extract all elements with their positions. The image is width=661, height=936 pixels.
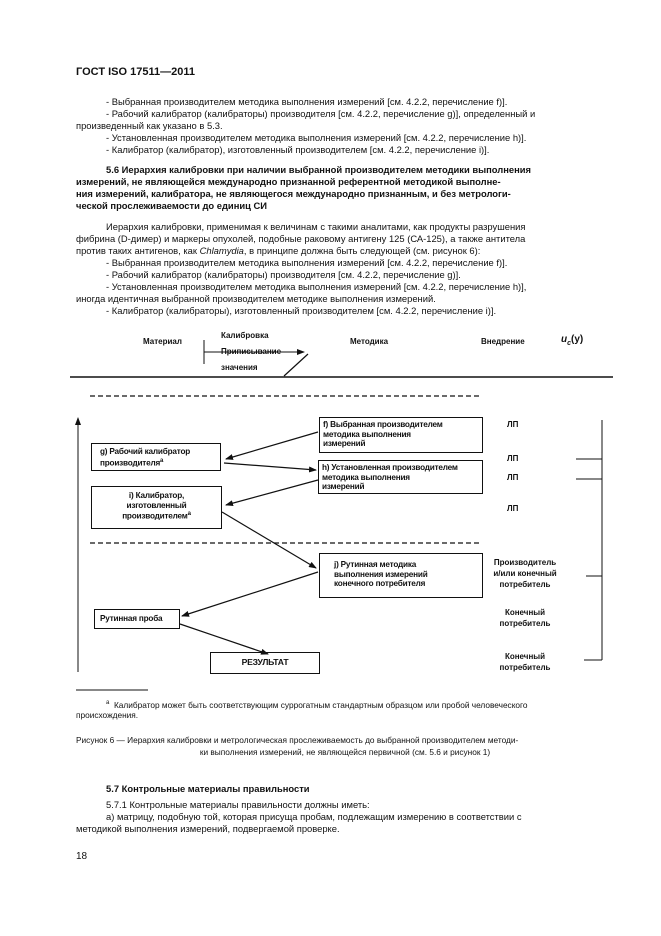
arrow-routine-to-result bbox=[180, 624, 268, 654]
arrow-g-to-h bbox=[224, 463, 316, 470]
calib-header-diag bbox=[284, 354, 308, 376]
impl-producer-or-end-user: Производитель и/или конечный потребитель bbox=[493, 558, 557, 589]
box-f-selected-method: f) Выбранная производителем методика выполнения измерений bbox=[319, 417, 483, 453]
box-j-routine-method: j) Рутинная методика выполнения измерений конечного потребителя bbox=[319, 553, 483, 598]
impl-end-user-1: Конечный потребитель bbox=[499, 608, 551, 628]
list2-item-h-cont: иногда идентичная выбранной производителем методике выполнения измерений. bbox=[76, 293, 436, 304]
impl-lp-2: ЛП bbox=[507, 454, 519, 463]
para2-line3: против таких антигенов, как Chlamydia, в принципе должна быть следующей (см. рисунок 6): bbox=[76, 245, 481, 256]
section-5-7-1: 5.7.1 Контрольные материалы правильности должны иметь: bbox=[106, 799, 370, 810]
document-header: ГОСТ ISO 17511—2011 bbox=[76, 66, 195, 78]
box-h-established-method: h) Установленная производителем методика выполнения измерений bbox=[318, 460, 483, 494]
impl-lp-1: ЛП bbox=[507, 420, 519, 429]
box-routine-sample: Рутинная проба bbox=[94, 609, 180, 629]
list1-item-g-cont: произведенный как указано в 5.3. bbox=[76, 120, 223, 131]
col-implementation: Внедрение bbox=[481, 337, 525, 346]
list2-item-h: - Установленная производителем методика выполнения измерений [см. 4.2.2, перечисление h)], bbox=[106, 281, 527, 292]
list1-item-g: - Рабочий калибратор (калибраторы) производителя [см. 4.2.2, перечисление g)], определенный и bbox=[106, 108, 536, 119]
para2-line1: Иерархия калибровки, применимая к величинам с такими аналитами, как продукты разрушения bbox=[106, 221, 526, 232]
list1-item-h: - Установленная производителем методика выполнения измерений [см. 4.2.2, перечисление h)]. bbox=[106, 132, 527, 143]
arrow-h-to-i bbox=[226, 480, 318, 505]
col-uncertainty: $u_c(y)$ bbox=[561, 334, 584, 347]
section-5-6-title-line3: ния измерений, калибратора, не являющегося международно признанным, и без метрологи- bbox=[76, 188, 511, 199]
col-method: Методика bbox=[350, 337, 389, 346]
col-material: Материал bbox=[143, 337, 182, 346]
impl-end-user-2: Конечный потребитель bbox=[499, 652, 551, 672]
arrow-f-to-g bbox=[226, 432, 318, 459]
col-calibration: Калибровка bbox=[221, 331, 269, 340]
arrow-i-to-j bbox=[222, 512, 316, 568]
section-5-7-title: 5.7 Контрольные материалы правильности bbox=[106, 783, 310, 794]
section-5-7-1-a: а) матрицу, подобную той, которая присуща пробам, подлежащим измерению в соответствии с bbox=[106, 811, 522, 822]
box-g-working-calibrator: g) Рабочий калибратор производителя$^a$ bbox=[91, 443, 221, 471]
list2-item-i: - Калибратор (калибраторы), изготовленный производителем [см. 4.2.2, перечисление i)]. bbox=[106, 305, 497, 316]
footnote-line1: $^a$ Калибратор может быть соответствующим суррогатным стандартным образцом или пробой человеческого bbox=[106, 699, 528, 710]
arrow-j-to-routine bbox=[182, 572, 318, 616]
list1-item-i: - Калибратор (калибратор), изготовленный производителем [см. 4.2.2, перечисление i)]. bbox=[106, 144, 490, 155]
impl-lp-3: ЛП bbox=[507, 473, 519, 482]
list2-item-f: - Выбранная производителем методика выполнения измерений [см. 4.2.2, перечисление f)]. bbox=[106, 257, 508, 268]
footnote-line2: происхождения. bbox=[76, 710, 139, 720]
list2-item-g: - Рабочий калибратор (калибраторы) производителя [см. 4.2.2, перечисление g)]. bbox=[106, 269, 461, 280]
box-result: РЕЗУЛЬТАТ bbox=[210, 652, 320, 674]
impl-lp-4: ЛП bbox=[507, 504, 519, 513]
page-number: 18 bbox=[76, 851, 88, 862]
list1-item-f: - Выбранная производителем методика выполнения измерений [см. 4.2.2, перечисление f)]. bbox=[106, 96, 508, 107]
section-5-6-title-line2: измерений, не являющейся международно признанной референтной методикой выполне- bbox=[76, 176, 501, 187]
figure-caption-line1: Рисунок 6 — Иерархия калибровки и метрологическая прослеживаемость до выбранной производителем методи- bbox=[76, 735, 519, 745]
para2-line2: фибрина (D-димер) и маркеры опухолей, подобные раковому антигену 125 (СА-125), а также антитела bbox=[76, 233, 526, 244]
box-i-product-calibrator: i) Калибратор, изготовленный производителем$^a$ bbox=[91, 486, 222, 529]
section-5-6-title-line1: 5.6 Иерархия калибровки при наличии выбранной производителем методики выполнения bbox=[106, 164, 532, 175]
section-5-6-title-line4: ческой прослеживаемости до единиц СИ bbox=[76, 200, 267, 211]
section-5-7-1-a-cont: методикой выполнения измерений, подвергаемой проверке. bbox=[76, 823, 340, 834]
figure-caption-line2: ки выполнения измерений, не являющейся первичной (см. 5.6 и рисунок 1) bbox=[199, 747, 491, 757]
col-value: значения bbox=[221, 363, 258, 372]
col-value-assignment: Приписывание bbox=[221, 347, 282, 356]
